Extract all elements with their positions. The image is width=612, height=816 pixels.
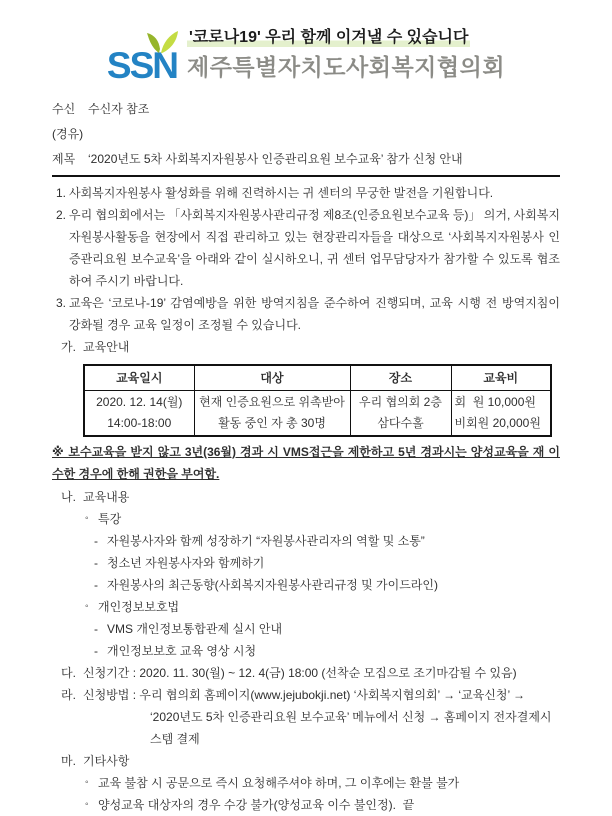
lecture-item-1 <box>94 530 560 552</box>
privacy-item-2 <box>94 640 560 662</box>
paragraph-2 <box>52 204 560 292</box>
brand-text <box>187 24 505 84</box>
section-ga-label: 가. <box>61 340 76 354</box>
section-na-label: 나. <box>61 490 76 504</box>
covid-slogan: '코로나19' 우리 함께 이겨낼 수 있습니다 <box>187 24 470 47</box>
subject-line <box>52 148 560 173</box>
lecture-item-2 <box>94 552 560 574</box>
cell-place <box>350 391 451 437</box>
datetime-time: 14:00-18:00 <box>107 416 172 430</box>
education-info-table <box>83 364 552 437</box>
lecture-item-1-text: 자원봉사자와 함께 성장하기 “자원봉사관리자의 역할 및 소통” <box>107 534 425 548</box>
bullet-privacy-title: 개인정보보호법 <box>98 600 180 614</box>
section-na-heading <box>61 486 560 508</box>
lecture-item-3 <box>94 574 560 596</box>
table-header-row <box>84 365 551 391</box>
ssn-logo <box>107 31 177 84</box>
section-ga-title: 교육안내 <box>83 340 130 354</box>
section-na-title: 교육내용 <box>83 490 130 504</box>
header-divider <box>52 175 560 177</box>
section-da-heading <box>61 662 560 684</box>
bullet-lecture <box>85 508 560 530</box>
cell-target <box>194 391 350 437</box>
fee-nonmember: 비회원 20,000원 <box>454 416 541 430</box>
recipient-value: 수신자 참조 <box>88 102 150 116</box>
paragraph-1 <box>52 182 560 204</box>
etc-item-2 <box>85 794 560 816</box>
paragraph-3-text: 교육은 ‘코로나-19’ 감염예방을 위한 방역지침을 준수하여 진행되며, 교육 시행 전 방역지침이 강화될 경우 교육 일정이 조정될 수 있습니다. <box>69 296 560 332</box>
etc-item-2-text: 양성교육 대상자의 경우 수강 불가(양성교육 이수 불인정). 끝 <box>98 798 415 812</box>
application-method-line1: 신청방법 : 우리 협의회 홈페이지(www.jejubokji.net) ‘사회복지협의회’ → ‘교육신청’ → <box>83 688 526 702</box>
dash-bullet-icon: - <box>94 622 98 636</box>
paragraph-3-number: 3. <box>56 296 67 310</box>
privacy-item-2-text: 개인정보보호 교육 영상 시청 <box>107 644 257 658</box>
section-ra-heading <box>61 684 560 706</box>
paragraph-2-text: 우리 협의회에서는 「사회복지자원봉사관리규정 제8조(인증요원보수교육 등)」 의거, 사회복지자원봉사활동을 현장에서 직접 관리하고 있는 현장관리자들을 대상으로 ‘사회복지자원봉사 인증관리요원 보수교육’을 아래와 같이 실시하오니, 귀 센터 업무담당자가 참가할 수 있도록 협조하여 주시기 바랍니다. <box>69 208 560 288</box>
target-line2: 활동 중인 자 총 30명 <box>218 416 326 430</box>
fee-member: 회 원 10,000원 <box>454 395 536 409</box>
letterhead <box>0 0 612 84</box>
recipient-line <box>52 98 560 123</box>
col-header-target: 대상 <box>194 365 350 391</box>
document-body <box>0 84 612 816</box>
paragraph-1-text: 사회복지자원봉사 활성화를 위해 진력하시는 귀 센터의 무궁한 발전을 기원합니다. <box>69 186 494 200</box>
circle-bullet-icon: ◦ <box>85 799 89 810</box>
circle-bullet-icon: ◦ <box>85 777 89 788</box>
dash-bullet-icon: - <box>94 578 98 592</box>
via-line <box>52 123 560 148</box>
etc-item-1 <box>85 772 560 794</box>
lecture-item-3-text: 자원봉사의 최근동향(사회복지자원봉사관리규정 및 가이드라인) <box>107 578 438 592</box>
col-header-place: 장소 <box>350 365 451 391</box>
bullet-privacy <box>85 596 560 618</box>
recipient-label: 수신 <box>52 102 76 116</box>
privacy-item-1-text: VMS 개인정보통합관제 실시 안내 <box>107 622 283 636</box>
dash-bullet-icon: - <box>94 556 98 570</box>
bullet-lecture-title: 특강 <box>98 512 122 526</box>
ssn-logo-text: SSN <box>106 45 177 86</box>
paragraph-1-number: 1. <box>56 186 67 200</box>
section-ma-label: 마. <box>61 754 76 768</box>
etc-item-1-text: 교육 불참 시 공문으로 즉시 요청해주셔야 하며, 그 이후에는 환불 불가 <box>98 776 460 790</box>
subject-label: 제목 <box>52 152 76 166</box>
place-line2: 삼다수홀 <box>377 416 424 430</box>
via-label: (경유) <box>52 127 84 141</box>
col-header-datetime: 교육일시 <box>84 365 194 391</box>
table-data-row <box>84 391 551 437</box>
organization-name: 제주특별자치도사회복지협의회 <box>187 54 506 80</box>
col-header-fee: 교육비 <box>451 365 551 391</box>
cell-fee <box>451 391 551 437</box>
section-ma-title: 기타사항 <box>83 754 130 768</box>
paragraph-3 <box>52 292 560 336</box>
lecture-item-2-text: 청소년 자원봉사자와 함께하기 <box>107 556 265 570</box>
datetime-date: 2020. 12. 14(월) <box>96 395 183 409</box>
privacy-item-1 <box>94 618 560 640</box>
circle-bullet-icon: ◦ <box>85 601 89 612</box>
target-line1: 현재 인증요원으로 위촉받아 <box>199 395 345 409</box>
circle-bullet-icon: ◦ <box>85 513 89 524</box>
section-da-label: 다. <box>61 666 76 680</box>
dash-bullet-icon: - <box>94 534 98 548</box>
paragraph-2-number: 2. <box>56 208 67 222</box>
place-line1: 우리 협의회 2층 <box>359 395 442 409</box>
cell-datetime <box>84 391 194 437</box>
section-ma-heading <box>61 750 560 772</box>
leaf-icon <box>145 31 179 53</box>
section-ga-heading <box>61 336 560 358</box>
vms-restriction-note: ※ 보수교육을 받지 않고 3년(36월) 경과 시 VMS접근을 제한하고 5년 경과시는 양성교육을 재 이수한 경우에 한해 권한을 부여함. <box>52 445 560 481</box>
application-method-line2: ‘2020년도 5차 인증관리요원 보수교육’ 메뉴에서 신청 → 홈페이지 전자결제시스템 결제 <box>150 710 552 746</box>
application-period-text: 신청기간 : 2020. 11. 30(월) ~ 12. 4(금) 18:00 (선착순 모집으로 조기마감될 수 있음) <box>83 666 517 680</box>
dash-bullet-icon: - <box>94 644 98 658</box>
subject-value: ‘2020년도 5차 사회복지자원봉사 인증관리요원 보수교육’ 참가 신청 안내 <box>88 152 463 166</box>
section-ra-label: 라. <box>61 688 76 702</box>
